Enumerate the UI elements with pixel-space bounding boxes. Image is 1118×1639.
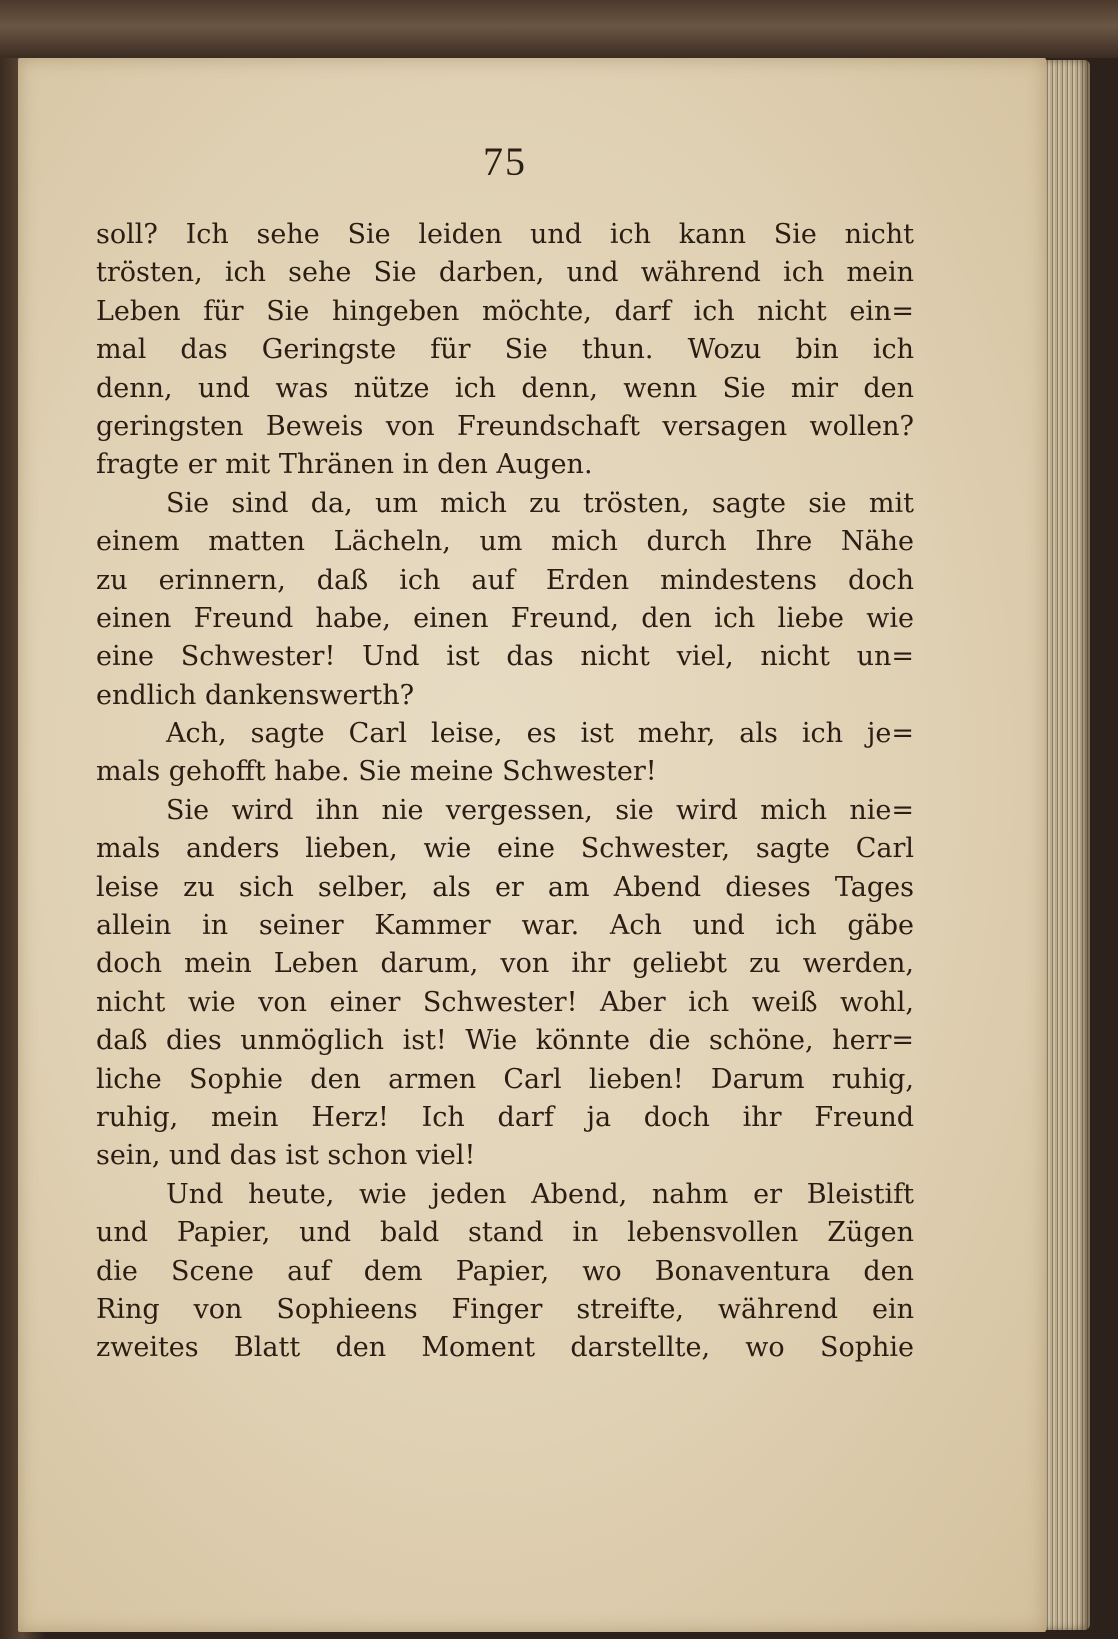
text-line: nicht wie von einer Schwester! Aber ich weiß wohl, [96, 986, 914, 1018]
book-binding-top [0, 0, 1118, 58]
text-line: trösten, ich sehe Sie darben, und während ich mein [96, 257, 914, 289]
text-line: mals gehofft habe. Sie meine Schwester! [96, 756, 657, 788]
text-line: Ring von Sophieens Finger streifte, während ein [96, 1293, 914, 1325]
text-line: mals anders lieben, wie eine Schwester, sagte Carl [96, 833, 914, 865]
text-line: und Papier, und bald stand in lebensvollen Zügen [96, 1217, 914, 1249]
text-line: soll? Ich sehe Sie leiden und ich kann Sie nicht [96, 219, 914, 250]
page-text [96, 216, 914, 1368]
text-line: mal das Geringste für Sie thun. Wozu bin ich [96, 334, 914, 366]
text-line: geringsten Beweis von Freundschaft versagen wollen? [96, 410, 914, 442]
text-line: allein in seiner Kammer war. Ach und ich gäbe [96, 910, 914, 942]
text-line: sein, und das ist schon viel! [96, 1140, 476, 1172]
text-line: Sie wird ihn nie vergessen, sie wird mich nie= [166, 794, 914, 826]
text-line: liche Sophie den armen Carl lieben! Darum ruhig, [96, 1063, 914, 1095]
text-line: einen Freund habe, einen Freund, den ich liebe wie [96, 602, 914, 634]
text-line: denn, und was nütze ich denn, wenn Sie mir den [96, 372, 914, 404]
text-line: ruhig, mein Herz! Ich darf ja doch ihr Freund [96, 1101, 914, 1133]
text-line: Und heute, wie jeden Abend, nahm er Bleistift [166, 1178, 914, 1210]
text-line: Leben für Sie hingeben möchte, darf ich nicht ein= [96, 295, 914, 327]
text-line: Sie sind da, um mich zu trösten, sagte sie mit [166, 487, 914, 519]
text-line: Ach, sagte Carl leise, es ist mehr, als ich je= [166, 718, 914, 750]
text-line: doch mein Leben darum, von ihr geliebt zu werden, [96, 948, 914, 980]
text-line: fragte er mit Thränen in den Augen. [96, 449, 593, 481]
text-line: endlich dankenswerth? [96, 679, 415, 711]
text-line: die Scene auf dem Papier, wo Bonaventura den [96, 1255, 914, 1287]
text-line: leise zu sich selber, als er am Abend dieses Tages [96, 871, 914, 903]
page-number: 75 [483, 139, 527, 184]
text-line: zu erinnern, daß ich auf Erden mindestens doch [96, 564, 914, 596]
text-line: daß dies unmöglich ist! Wie könnte die schöne, herr= [96, 1025, 914, 1057]
text-line: zweites Blatt den Moment darstellte, wo Sophie [96, 1332, 914, 1364]
text-line: eine Schwester! Und ist das nicht viel, nicht un= [96, 641, 914, 673]
text-line: einem matten Lächeln, um mich durch Ihre Nähe [96, 526, 914, 558]
